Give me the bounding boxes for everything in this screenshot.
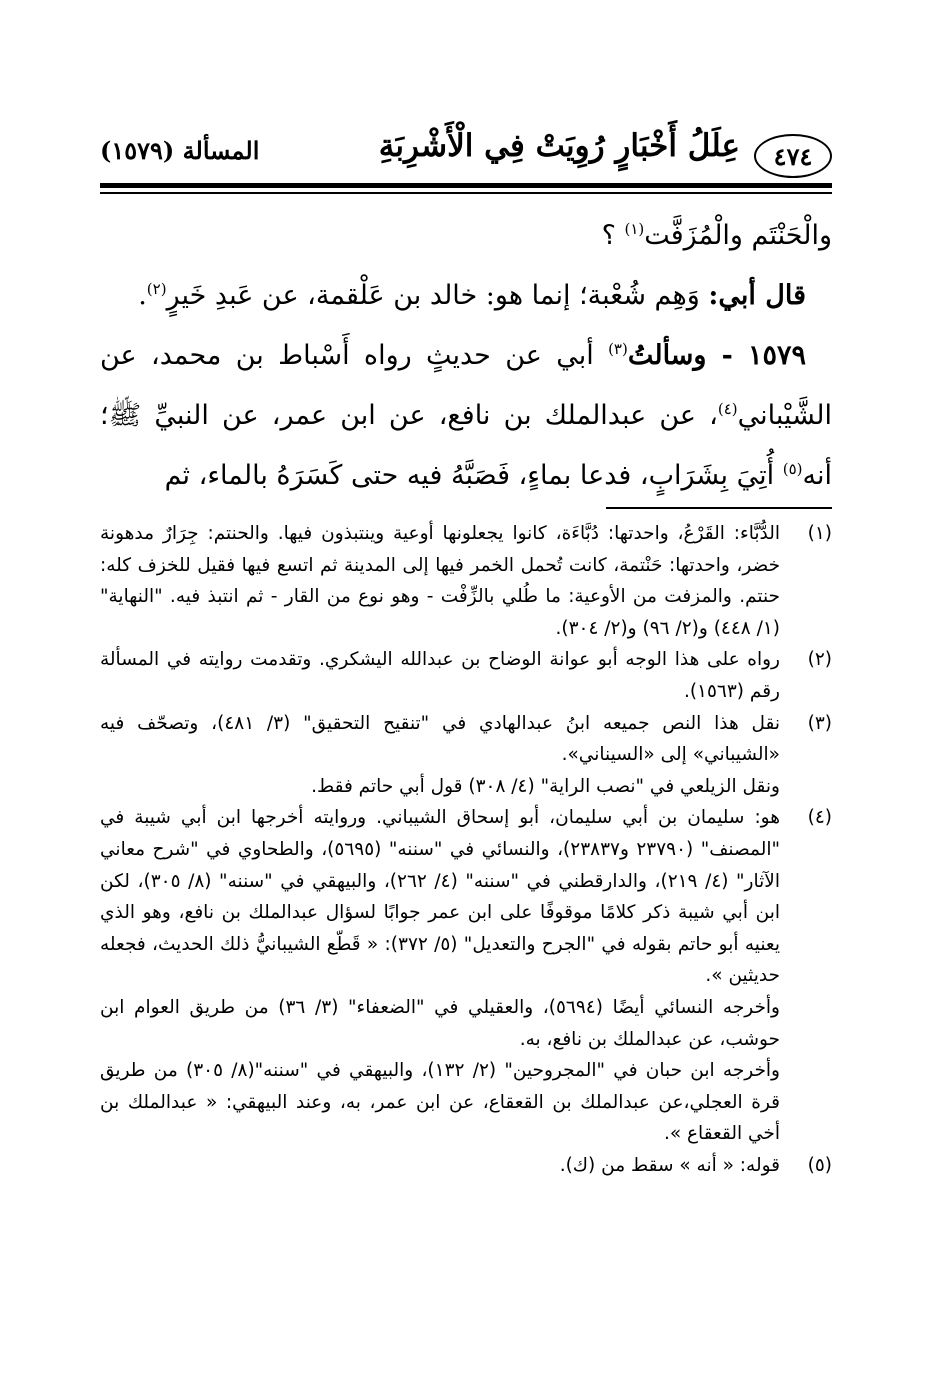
footnote-number: (٢): [807, 649, 832, 671]
footnote-number: (٥): [807, 1154, 832, 1176]
footnote-text: ونقل الزيلعي في "نصب الراية" (٤/ ٣٠٨) قول أبي حاتم فقط.: [311, 775, 780, 797]
footnote-text: رواه على هذا الوجه أبو عوانة الوضاح بن عبدالله اليشكري. وتقدمت روايته في المسألة رقم (١٥٦٣).: [100, 649, 780, 702]
footnote-text: قوله: « أنه » سقط من (ك).: [559, 1154, 780, 1176]
footnote-number: (٣): [807, 712, 832, 734]
footnote-text: هو: سليمان بن أبي سليمان، أبو إسحاق الشيباني. وروايته أخرجها ابن أبي شيبة في "المصنف" (٢٣٧٩٠ و٢٣٨٣٧)، والنسائي في "سننه" (٥٦٩٥)، والطحاوي في "شرح معاني الآثار" (٤/ ٢١٩)، والدارقطني في "سننه" (٤/ ٢٦٢)، والبيهقي في "سننه" (٨/ ٣٠٥)، لكن ابن أبي شيبة ذكر كلامًا موقوفًا على ابن عمر جوابًا لسؤال عبدالملك بن نافع، وهو الذي يعنيه أبو حاتم بقوله في "الجرح والتعديل" (٥/ ٣٧٢): « قَطّع الشيبانيُّ ذلك الحديث، فجعله حديثين ».: [100, 807, 780, 987]
speaker-lead: قال أبي:: [708, 280, 806, 311]
footnote-ref: (٢): [146, 280, 167, 298]
main-text: [100, 206, 832, 506]
main-paragraph-2: [100, 266, 832, 326]
paragraph-2-end: .: [138, 280, 147, 311]
footnote-text: الدُّبَّاء: القَرْعُ، واحدتها: دُبَّاءَة، كانوا يجعلونها أوعية وينتبذون فيها. والحنتم: جِرَارٌ مدهونة خضر، واحدتها: حَنْتمة، كانت تُحمل الخمر فيها إلى المدينة ثم اتسع فيها فقيل للخزف كله: حنتم. والمزفت من الأوعية: ما طُلي بالزِّفْت - وهو نوع من القار - ثم انتبذ فيه. "النهاية" (١/ ٤٤٨) و(٢/ ٩٦) و(٢/ ٣٠٤).: [100, 523, 780, 639]
main-line-1-text: والْحَنْتَم والْمُزَفَّت: [644, 220, 832, 251]
paragraph-2-text: وَهِم شُعْبة؛ إنما هو: خالد بن عَلْقمة، عن عَبدِ خَيرٍ: [166, 280, 709, 311]
footnote-ref: (٤): [717, 400, 738, 418]
header-rule-thick: [100, 183, 832, 188]
footnote-4: [100, 802, 832, 1150]
page-header: [100, 128, 832, 186]
header-rule-thin: [100, 192, 832, 194]
footnote-3: [100, 708, 832, 803]
book-title: عِلَلُ أَخْبَارٍ رُوِيَتْ فِي الْأَشْرِبَةِ: [378, 128, 740, 164]
footnote-text: نقل هذا النص جميعه ابنُ عبدالهادي في "تنقيح التحقيق" (٣/ ٤٨١)، وتصحّف فيه «الشيباني» إلى «السيناني».: [100, 712, 781, 766]
main-line-1: [100, 206, 832, 266]
footnote-text: وأخرجه النسائي أيضًا (٥٦٩٤)، والعقيلي في "الضعفاء" (٣/ ٣٦) من طريق العوام ابن حوشب، عن عبدالملك بن نافع، به.: [100, 996, 780, 1050]
footnote-separator: [606, 507, 832, 509]
footnote-ref: (٣): [608, 340, 628, 358]
paragraph-3-text-1: أبي عن حديثٍ رواه أَسْباط بن محمد، عن الشَّيْباني: [100, 340, 832, 431]
issue-lead: ١٥٧٩ - وسألتُ: [627, 340, 806, 371]
paragraph-3-text-2: ، عن عبدالملك بن نافع، عن ابن عمر، عن النبيِّ ﷺ؛ أنه: [100, 400, 832, 491]
footnote-ref: (١): [624, 220, 645, 238]
document-page: [100, 0, 832, 1378]
page-number-badge: ٤٧٤: [754, 134, 832, 178]
footnotes: [100, 518, 832, 1181]
footnote-text: وأخرجه ابن حبان في "المجروحين" (٢/ ١٣٢)، والبيهقي في "سننه"(٨/ ٣٠٥) من طريق قرة العجلي،عن عبدالملك بن القعقاع، عن ابن عمر، به، وعند البيهقي: « عبدالملك بن أخي القعقاع ».: [100, 1060, 780, 1145]
main-line-1-end: ؟: [601, 220, 625, 251]
paragraph-3-text-3: أُتِيَ بِشَرَابٍ، فدعا بماءٍ، فَصَبَّهُ فيه حتى كَسَرَهُ بالماء، ثم: [164, 460, 783, 491]
footnote-number: (٤): [807, 807, 832, 829]
main-paragraph-3: [100, 326, 832, 506]
footnote-2: [100, 644, 832, 707]
footnote-number: (١): [807, 523, 832, 544]
issue-title: المسألة (١٥٧٩): [100, 136, 260, 165]
footnote-ref: (٥): [782, 460, 803, 478]
footnote-5: [100, 1150, 832, 1182]
footnote-1: [100, 518, 832, 644]
